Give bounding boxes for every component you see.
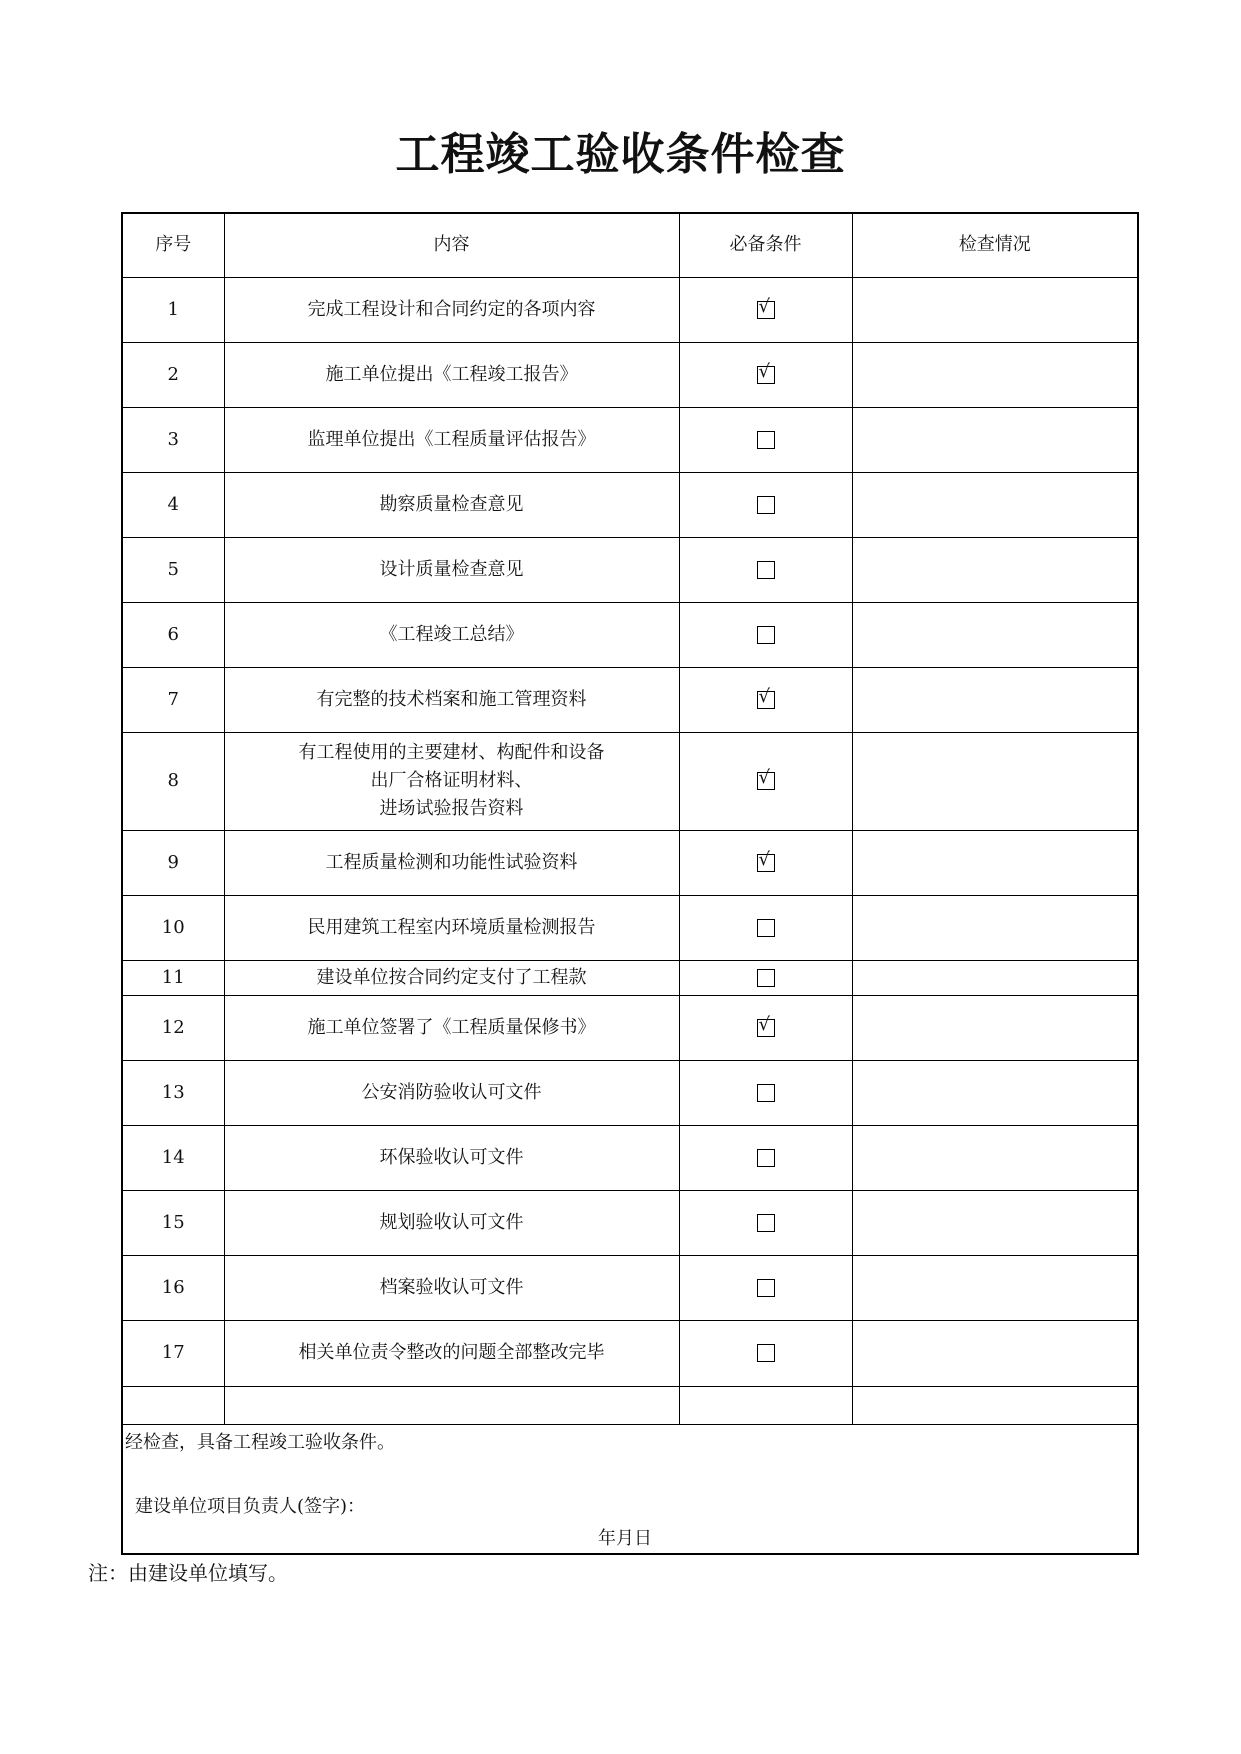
- required-checkbox[interactable]: [757, 969, 775, 987]
- required-checkbox[interactable]: [757, 767, 775, 790]
- status-cell[interactable]: [852, 732, 1138, 830]
- required-checkbox[interactable]: [757, 1013, 775, 1037]
- required-checkbox[interactable]: [757, 431, 775, 449]
- row-content: 完成工程设计和合同约定的各项内容: [224, 277, 679, 342]
- required-cell: [679, 895, 852, 960]
- table-row: [122, 895, 1138, 960]
- required-cell: [679, 472, 852, 537]
- row-content-line: 进场试验报告资料: [379, 797, 524, 819]
- row-content: 施工单位提出《工程竣工报告》: [224, 342, 679, 407]
- required-checkbox[interactable]: [757, 1149, 775, 1167]
- status-cell[interactable]: [852, 472, 1138, 537]
- footnote: 注：由建设单位填写。: [88, 1561, 288, 1585]
- row-number: 10: [122, 895, 224, 960]
- row-number: 6: [122, 602, 224, 667]
- signature-label: 建设单位项目负责人(签字)：: [135, 1495, 366, 1517]
- date-label: 年月日: [598, 1527, 652, 1549]
- table-row: [122, 602, 1138, 667]
- empty-cell: [224, 1386, 679, 1424]
- header-no: 序号: [122, 213, 224, 277]
- required-cell: [679, 602, 852, 667]
- table-row: [122, 960, 1138, 995]
- row-number: 13: [122, 1060, 224, 1125]
- status-cell[interactable]: [852, 1125, 1138, 1190]
- required-cell: [679, 732, 852, 830]
- table-row: [122, 732, 1138, 830]
- row-number: 5: [122, 537, 224, 602]
- empty-cell[interactable]: [852, 1386, 1138, 1424]
- required-checkbox[interactable]: [757, 1279, 775, 1297]
- table-row: [122, 472, 1138, 537]
- status-cell[interactable]: [852, 537, 1138, 602]
- status-cell[interactable]: [852, 407, 1138, 472]
- status-cell[interactable]: [852, 342, 1138, 407]
- required-checkbox[interactable]: [757, 1084, 775, 1102]
- required-cell: [679, 537, 852, 602]
- status-cell[interactable]: [852, 895, 1138, 960]
- table-row: [122, 1060, 1138, 1125]
- table-row: [122, 830, 1138, 895]
- header-status: 检查情况: [852, 213, 1138, 277]
- row-number: 15: [122, 1190, 224, 1255]
- required-checkbox[interactable]: [757, 1344, 775, 1362]
- required-checkbox[interactable]: [757, 1214, 775, 1232]
- status-cell[interactable]: [852, 667, 1138, 732]
- table-header-row: [122, 213, 1138, 277]
- status-cell[interactable]: [852, 830, 1138, 895]
- status-cell[interactable]: [852, 960, 1138, 995]
- required-cell: [679, 407, 852, 472]
- table-row: [122, 1320, 1138, 1386]
- row-number: 3: [122, 407, 224, 472]
- row-content: [224, 732, 679, 830]
- summary-cell: [122, 1424, 1138, 1554]
- row-content: 工程质量检测和功能性试验资料: [224, 830, 679, 895]
- check-mark: √: [758, 295, 770, 317]
- required-cell: [679, 830, 852, 895]
- required-checkbox[interactable]: [757, 685, 775, 709]
- row-number: 4: [122, 472, 224, 537]
- status-cell[interactable]: [852, 1255, 1138, 1320]
- check-mark: √: [758, 848, 770, 870]
- row-content: 设计质量检查意见: [224, 537, 679, 602]
- required-checkbox[interactable]: [757, 561, 775, 579]
- row-content: 勘察质量检查意见: [224, 472, 679, 537]
- required-checkbox[interactable]: [757, 295, 775, 319]
- empty-cell: [679, 1386, 852, 1424]
- check-mark: √: [758, 767, 770, 789]
- status-cell[interactable]: [852, 277, 1138, 342]
- required-checkbox[interactable]: [757, 496, 775, 514]
- header-content: 内容: [224, 213, 679, 277]
- required-cell: [679, 1255, 852, 1320]
- required-cell: [679, 1190, 852, 1255]
- status-cell[interactable]: [852, 602, 1138, 667]
- row-content-line: 出厂合格证明材料、: [370, 770, 533, 792]
- row-content-line: 有工程使用的主要建材、构配件和设备: [298, 742, 605, 764]
- row-content: 建设单位按合同约定支付了工程款: [224, 960, 679, 995]
- check-mark: √: [758, 1013, 770, 1035]
- row-number: 11: [122, 960, 224, 995]
- table-row: [122, 1190, 1138, 1255]
- status-cell[interactable]: [852, 1190, 1138, 1255]
- table-row: [122, 1255, 1138, 1320]
- table-row: [122, 995, 1138, 1060]
- row-content: 施工单位签署了《工程质量保修书》: [224, 995, 679, 1060]
- required-cell: [679, 995, 852, 1060]
- row-number: 2: [122, 342, 224, 407]
- row-number: 8: [122, 732, 224, 830]
- page-title: 工程竣工验收条件检查: [395, 129, 846, 180]
- row-number: 1: [122, 277, 224, 342]
- required-cell: [679, 1060, 852, 1125]
- row-number: 14: [122, 1125, 224, 1190]
- required-cell: [679, 1320, 852, 1386]
- row-content: 《工程竣工总结》: [224, 602, 679, 667]
- empty-row: [122, 1386, 1138, 1424]
- table-row: [122, 537, 1138, 602]
- row-number: 12: [122, 995, 224, 1060]
- required-checkbox[interactable]: [757, 360, 775, 384]
- row-content: 公安消防验收认可文件: [224, 1060, 679, 1125]
- empty-cell: [122, 1386, 224, 1424]
- row-number: 16: [122, 1255, 224, 1320]
- required-cell: [679, 960, 852, 995]
- row-content: 有完整的技术档案和施工管理资料: [224, 667, 679, 732]
- required-cell: [679, 1125, 852, 1190]
- row-content: 监理单位提出《工程质量评估报告》: [224, 407, 679, 472]
- row-content: 相关单位责令整改的问题全部整改完毕: [224, 1320, 679, 1386]
- table-row: [122, 407, 1138, 472]
- header-required: 必备条件: [679, 213, 852, 277]
- table-row: [122, 342, 1138, 407]
- row-number: 17: [122, 1320, 224, 1386]
- required-checkbox[interactable]: [757, 626, 775, 644]
- row-content: 规划验收认可文件: [224, 1190, 679, 1255]
- status-cell[interactable]: [852, 1060, 1138, 1125]
- required-checkbox[interactable]: [757, 919, 775, 937]
- required-cell: [679, 277, 852, 342]
- table-row: [122, 277, 1138, 342]
- check-mark: √: [758, 360, 770, 382]
- row-content: 民用建筑工程室内环境质量检测报告: [224, 895, 679, 960]
- required-checkbox[interactable]: [757, 848, 775, 872]
- check-mark: √: [758, 685, 770, 707]
- required-cell: [679, 342, 852, 407]
- summary-row: [122, 1424, 1138, 1554]
- row-number: 9: [122, 830, 224, 895]
- row-content: 档案验收认可文件: [224, 1255, 679, 1320]
- table-row: [122, 1125, 1138, 1190]
- row-number: 7: [122, 667, 224, 732]
- table-row: [122, 667, 1138, 732]
- required-cell: [679, 667, 852, 732]
- status-cell[interactable]: [852, 1320, 1138, 1386]
- checklist-table: [121, 212, 1139, 1555]
- conclusion-text: 经检查，具备工程竣工验收条件。: [125, 1431, 395, 1453]
- row-content: 环保验收认可文件: [224, 1125, 679, 1190]
- status-cell[interactable]: [852, 995, 1138, 1060]
